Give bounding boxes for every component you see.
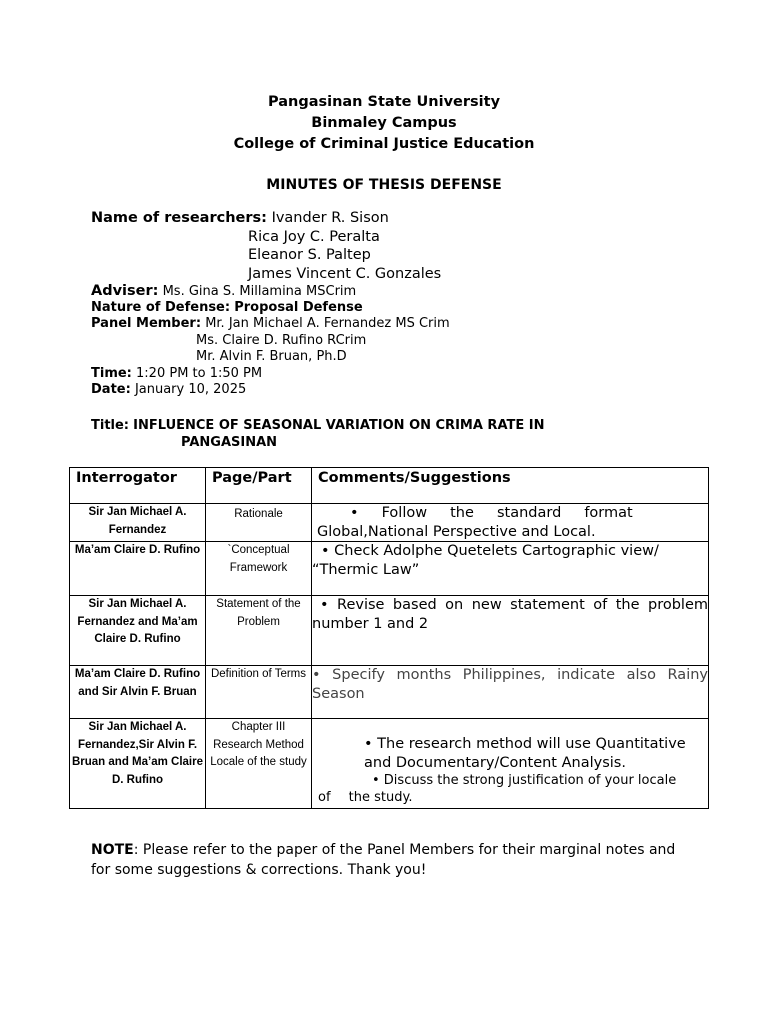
- title-line-2: PANGASINAN: [181, 435, 278, 450]
- interrogator-cell: Ma’am Claire D. Rufino and Sir Alvin F. Bruan: [70, 666, 206, 719]
- comment-cell: [312, 596, 709, 666]
- table-row: [70, 719, 709, 809]
- comment-line: • Revise based on new statement of the problem number 1 and 2: [312, 597, 708, 632]
- comment-line: Global,National Perspective and Local.: [317, 523, 596, 540]
- panel-row: [91, 316, 711, 333]
- column-header-interrogator: Interrogator: [70, 468, 206, 504]
- comment-line: • Follow the standard format: [350, 505, 633, 521]
- comment-cell: [312, 504, 709, 542]
- comment-line: • Check Adolphe Quetelets Cartographic view/: [321, 543, 659, 559]
- comment-line: of: [318, 790, 331, 805]
- researcher-name: James Vincent C. Gonzales: [248, 265, 442, 282]
- page-cell: Statement of the Problem: [206, 596, 312, 666]
- column-header-comments: Comments/Suggestions: [312, 468, 709, 504]
- interrogator-cell: Sir Jan Michael A. Fernandez,Sir Alvin F. Bruan and Ma’am Claire D. Rufino: [70, 719, 206, 809]
- page-cell: `Conceptual Framework: [206, 542, 312, 596]
- table-header-row: [70, 468, 709, 504]
- comment-cell: [312, 719, 709, 809]
- nature-row: [91, 300, 711, 317]
- table-row: [70, 542, 709, 596]
- time-value: 1:20 PM to 1:50 PM: [136, 365, 263, 381]
- page-cell: Rationale: [206, 504, 312, 542]
- comment-line: and Documentary/Content Analysis.: [364, 754, 626, 771]
- date-label: Date:: [91, 382, 131, 397]
- page-cell: Chapter III Research Method Locale of the study: [206, 719, 312, 809]
- campus-name: Binmaley Campus: [311, 115, 457, 131]
- thesis-title: [91, 417, 711, 451]
- comment-cell: [312, 542, 709, 596]
- date-value: January 10, 2025: [134, 382, 247, 397]
- defense-info: [91, 209, 711, 399]
- interrogator-cell: Sir Jan Michael A. Fernandez: [70, 504, 206, 542]
- comment-line: • The research method will use Quantitative: [364, 736, 686, 752]
- comments-table: [69, 467, 709, 809]
- researcher-name: Eleanor S. Paltep: [248, 247, 371, 263]
- college-name: College of Criminal Justice Education: [233, 136, 535, 152]
- researchers-label: Name of researchers:: [91, 210, 267, 226]
- interrogator-cell: Ma’am Claire D. Rufino: [70, 542, 206, 596]
- table-row: [70, 666, 709, 719]
- comment-line-group: [312, 789, 708, 806]
- adviser-label: Adviser:: [91, 283, 159, 299]
- panel-member: Mr. Jan Michael A. Fernandez MS Crim: [205, 316, 450, 331]
- researchers-row: [91, 209, 711, 228]
- university-name: Pangasinan State University: [267, 94, 501, 110]
- comment-line: “Thermic Law”: [312, 561, 420, 578]
- researcher-name: Rica Joy C. Peralta: [248, 228, 380, 245]
- time-label: Time:: [91, 365, 132, 381]
- title-line-1: INFLUENCE OF SEASONAL VARIATION ON CRIMA RATE IN: [133, 418, 545, 433]
- page-cell: Definition of Terms: [206, 666, 312, 719]
- note-text: : Please refer to the paper of the Panel Members for their marginal notes and for some suggestions & corrections. Thank you!: [91, 842, 676, 878]
- note-paragraph: [91, 840, 691, 880]
- panel-member: Mr. Alvin F. Bruan, Ph.D: [196, 349, 347, 364]
- note-label: NOTE: [91, 842, 134, 858]
- date-row: [91, 382, 711, 399]
- panel-member: Ms. Claire D. Rufino RCrim: [196, 332, 367, 348]
- nature-label: Nature of Defense:: [91, 299, 231, 315]
- panel-label: Panel Member:: [91, 316, 202, 331]
- comment-line: • Specify months Philippines, indicate also Rainy Season: [312, 667, 708, 702]
- title-label: Title:: [91, 418, 130, 433]
- column-header-page: Page/Part: [206, 468, 312, 504]
- interrogator-cell: Sir Jan Michael A. Fernandez and Ma’am Claire D. Rufino: [70, 596, 206, 666]
- table-row: [70, 596, 709, 666]
- comment-line: • Discuss the strong justification of your locale: [372, 773, 677, 788]
- comment-line: the study.: [348, 790, 413, 805]
- document-title: MINUTES OF THESIS DEFENSE: [266, 177, 502, 193]
- comment-cell: [312, 666, 709, 719]
- adviser-value: Ms. Gina S. Millamina MSCrim: [162, 284, 357, 299]
- table-row: [70, 504, 709, 542]
- time-row: [91, 366, 711, 383]
- nature-value: Proposal Defense: [234, 299, 363, 315]
- researcher-name: Ivander R. Sison: [271, 210, 389, 226]
- adviser-row: [91, 283, 711, 300]
- document-header: [0, 92, 768, 155]
